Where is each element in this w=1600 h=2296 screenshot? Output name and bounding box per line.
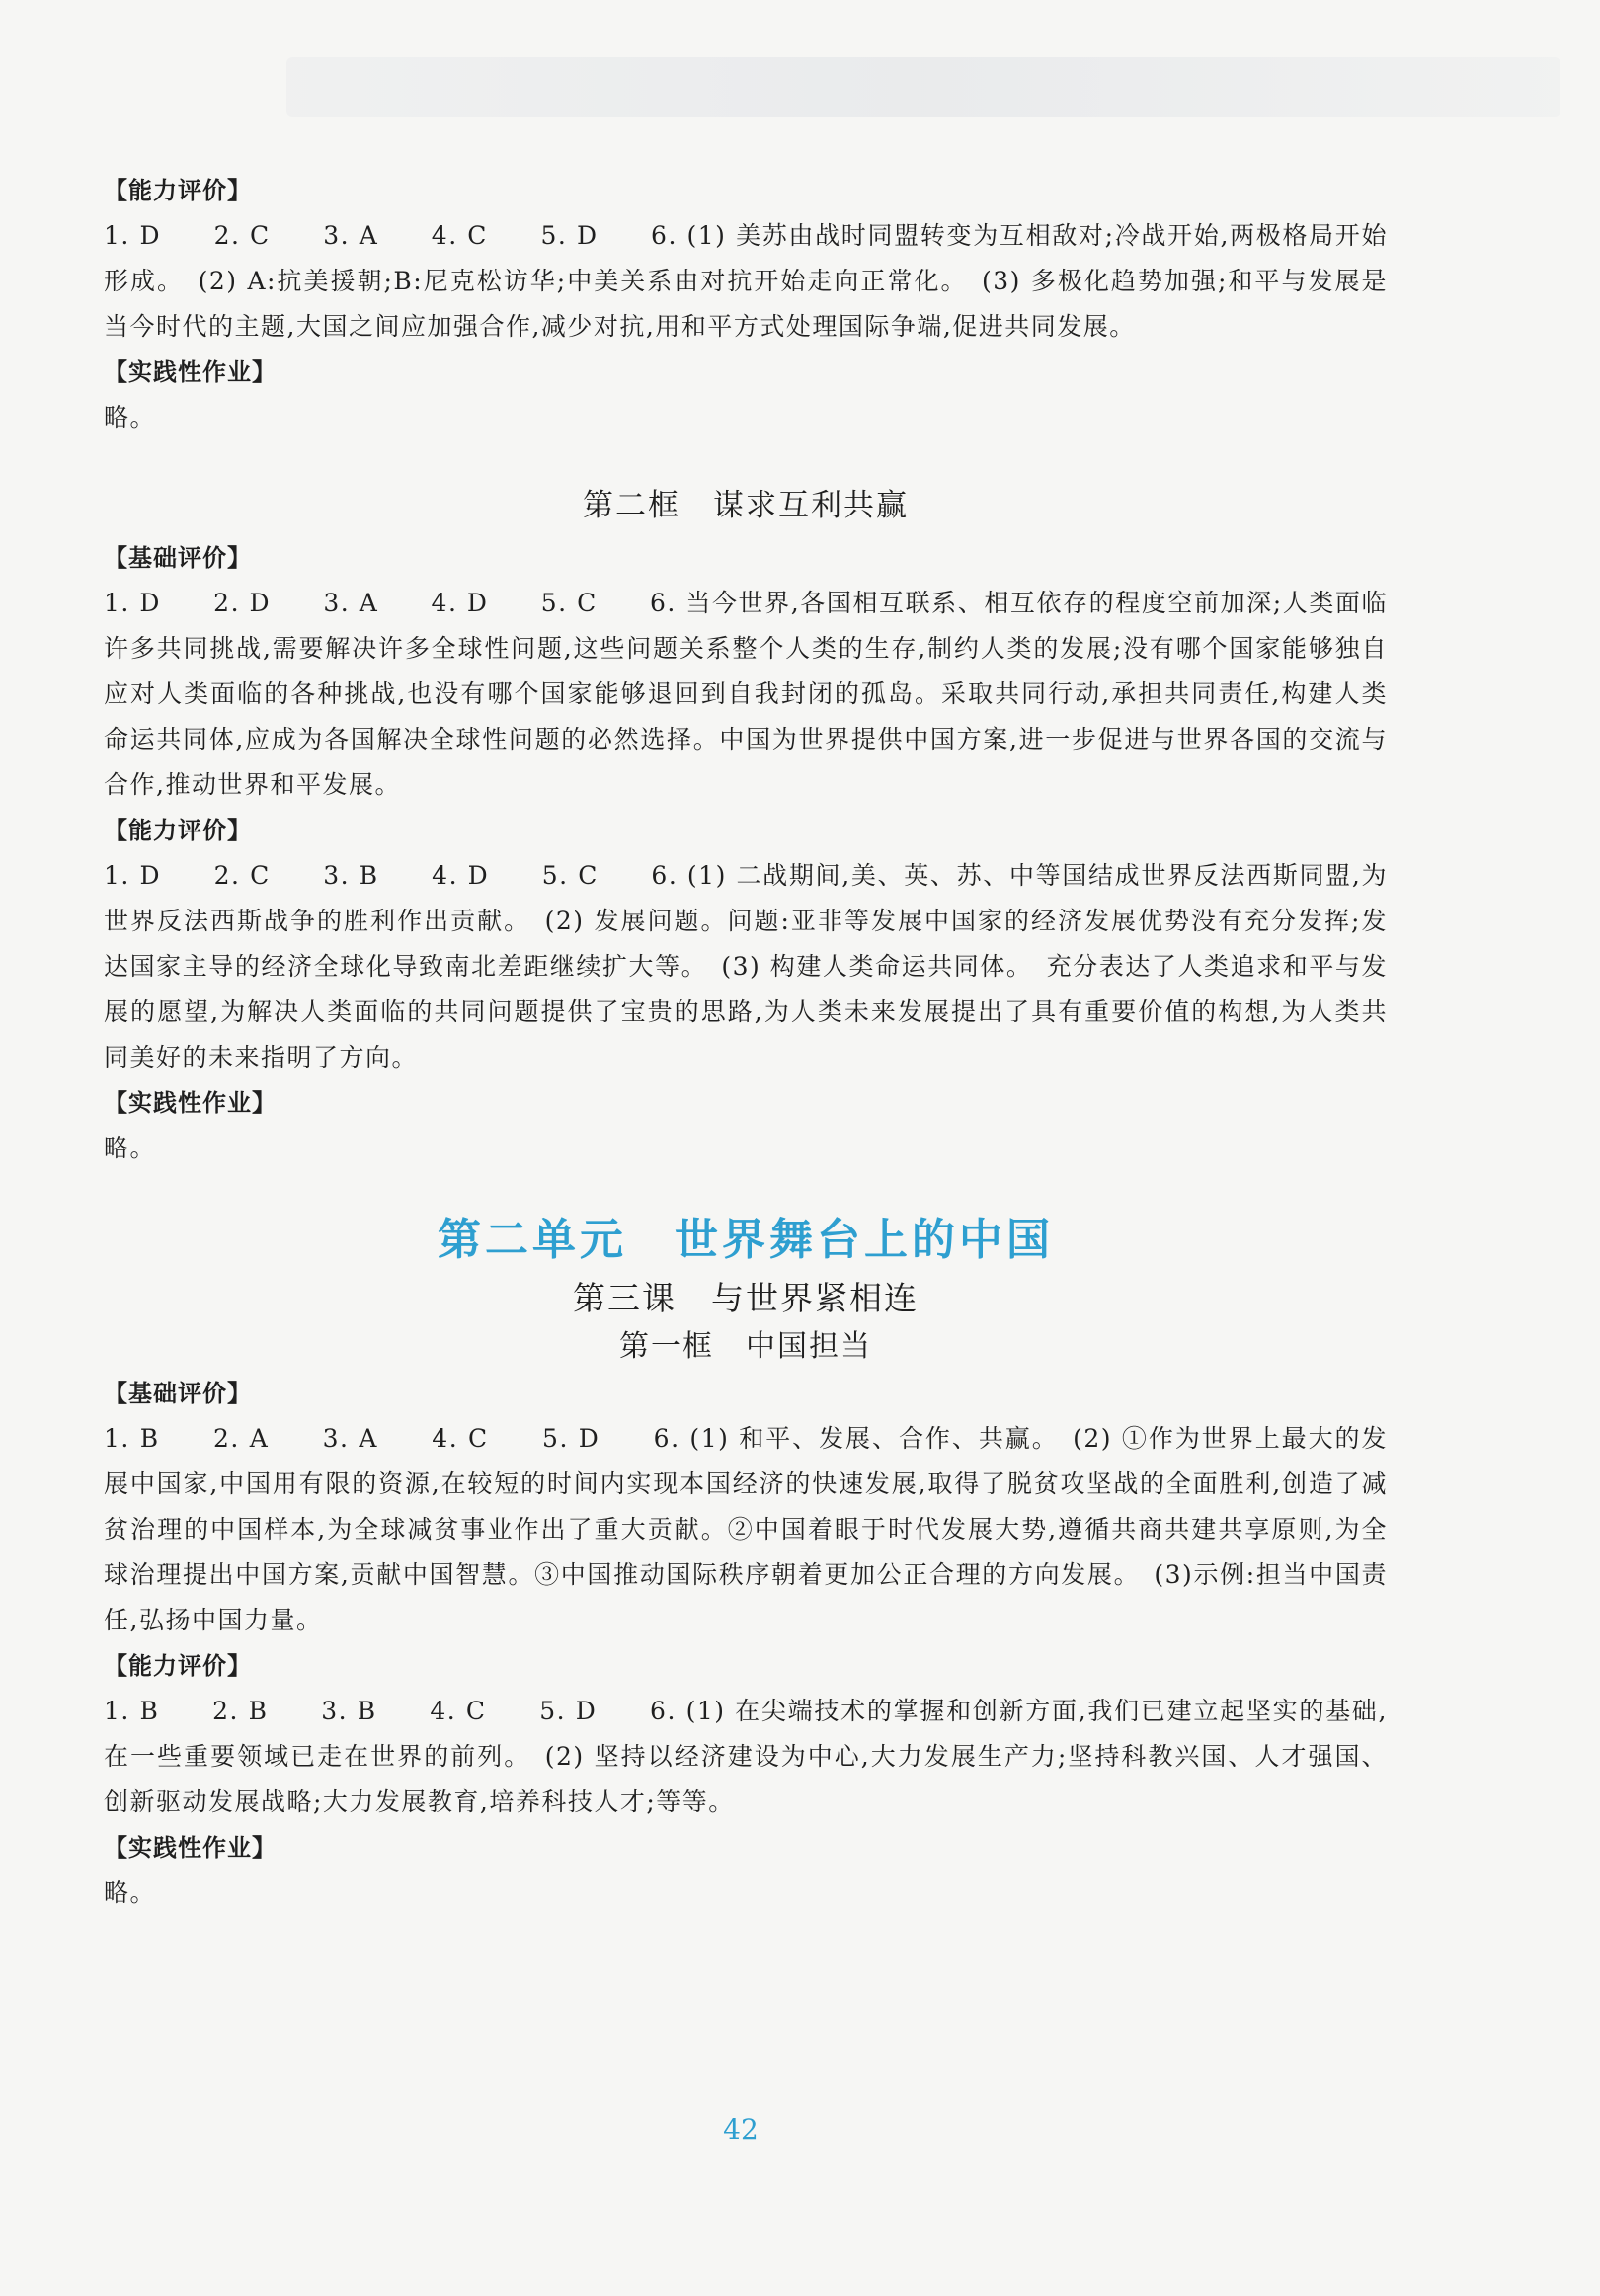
ability-evaluation-heading: 【能力评价】 bbox=[104, 1652, 252, 1680]
ability-evaluation-answers: 1. D 2. C 3. B 4. D 5. C 6. (1) 二战期间,美、英、苏、中等国结成世界反法西斯同盟,为世界反法西斯战争的胜利作出贡献。 (2) 发展问题。问题:亚非等发展中国家的经济发展优势没有充分发挥;发达国家主导的经济全球化导致南北差距继续扩大等。 (3) 构建人类命运共同体。 充分表达了人类追求和平与发展的愿望,为解决人类面临的共同问题提供了宝贵的思路,为人类未来发展提出了具有重要价值的构想,为人类共同美好的未来指明了方向。 bbox=[104, 861, 1388, 1071]
lesson-title: 第三课 与世界紧相连 bbox=[573, 1279, 919, 1317]
practice-homework-answer: 略。 bbox=[104, 403, 157, 432]
ability-evaluation-heading: 【能力评价】 bbox=[104, 817, 252, 844]
frame-title-china-responsibility: 第一框 中国担当 bbox=[619, 1329, 872, 1364]
ability-evaluation-heading: 【能力评价】 bbox=[104, 177, 252, 204]
ability-evaluation-answers: 1. B 2. B 3. B 4. C 5. D 6. (1) 在尖端技术的掌握和创新方面,我们已建立起坚实的基础,在一些重要领域已走在世界的前列。 (2) 坚持以经济建设为中心,大力发展生产力;坚持科教兴国、人才强国、创新驱动发展战略;大力发展教育,培养科技人才;等等。 bbox=[104, 1697, 1388, 1816]
frame-title-mutual-benefit: 第二框 谋求互利共赢 bbox=[583, 488, 909, 523]
page-number: 42 bbox=[723, 2113, 759, 2146]
basic-evaluation-heading: 【基础评价】 bbox=[104, 544, 252, 572]
basic-evaluation-answers: 1. D 2. D 3. A 4. D 5. C 6. 当今世界,各国相互联系、相互依存的程度空前加深;人类面临许多共同挑战,需要解决许多全球性问题,这些问题关系整个人类的生存,制约人类的发展;没有哪个国家能够独自应对人类面临的各种挑战,也没有哪个国家能够退回到自我封闭的孤岛。采取共同行动,承担共同责任,构建人类命运共同体,应成为各国解决全球性问题的必然选择。中国为世界提供中国方案,进一步促进与世界各国的交流与合作,推动世界和平发展。 bbox=[104, 589, 1388, 799]
faded-header-band bbox=[286, 57, 1560, 117]
practice-homework-heading: 【实践性作业】 bbox=[104, 1089, 277, 1117]
practice-homework-answer: 略。 bbox=[104, 1878, 157, 1907]
basic-evaluation-heading: 【基础评价】 bbox=[104, 1380, 252, 1407]
unit-title: 第二单元 世界舞台上的中国 bbox=[438, 1215, 1054, 1265]
basic-evaluation-answers: 1. B 2. A 3. A 4. C 5. D 6. (1) 和平、发展、合作、共赢。 (2) ①作为世界上最大的发展中国家,中国用有限的资源,在较短的时间内实现本国经济的快速发展,取得了脱贫攻坚战的全面胜利,创造了减贫治理的中国样本,为全球减贫事业作出了重大贡献。②中国着眼于时代发展大势,遵循共商共建共享原则,为全球治理提出中国方案,贡献中国智慧。③中国推动国际秩序朝着更加公正合理的方向发展。 (3)示例:担当中国责任,弘扬中国力量。 bbox=[104, 1424, 1388, 1634]
practice-homework-answer: 略。 bbox=[104, 1134, 157, 1162]
practice-homework-heading: 【实践性作业】 bbox=[104, 358, 277, 386]
ability-evaluation-answers: 1. D 2. C 3. A 4. C 5. D 6. (1) 美苏由战时同盟转变为互相敌对;冷战开始,两极格局开始形成。 (2) A:抗美援朝;B:尼克松访华;中美关系由对抗开始走向正常化。 (3) 多极化趋势加强;和平与发展是当今时代的主题,大国之间应加强合作,减少对抗,用和平方式处理国际争端,促进共同发展。 bbox=[104, 221, 1388, 341]
answer-content bbox=[104, 168, 1388, 1916]
practice-homework-heading: 【实践性作业】 bbox=[104, 1834, 277, 1861]
